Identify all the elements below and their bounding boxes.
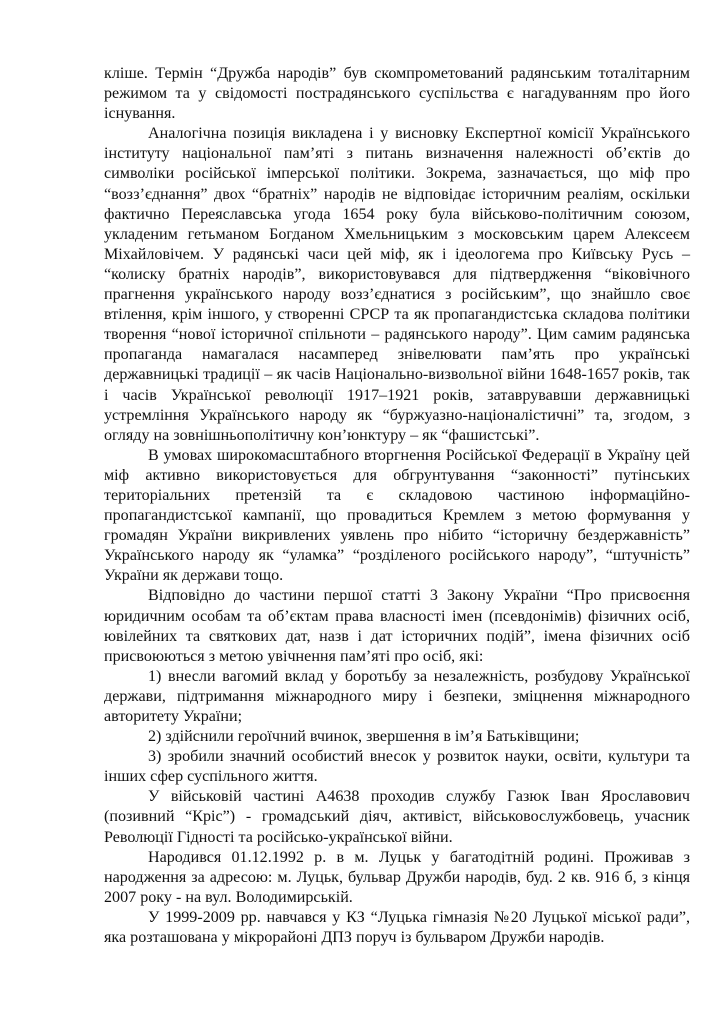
paragraph-biography-education: У 1999-2009 рр. навчався у КЗ “Луцька гімназія №20 Луцької міської ради”, яка розташована у мікрорайоні ДПЗ поруч із бульваром Дружби народів.: [104, 908, 690, 947]
paragraph-invasion-context: В умовах широкомасштабного вторгнення Російської Федерації в Україну цей міф активно використовується для обгрунтування “законності” путінських територіальних претензій та є складовою частиною інформаційно-пропагандистської кампанії, що провадиться Кремлем з метою формування у громадян України викривлених уявлень про нібито “історичну бездержавність” Українського народу як “уламка” “розділеного російського народу”, “штучність” України як держави тощо.: [104, 446, 690, 585]
list-item-criterion-3: 3) зробили значний особистий внесок у розвиток науки, освіти, культури та інших сфер суспільного життя.: [104, 748, 690, 786]
paragraph-service-member: У військовій частині А4638 проходив службу Газюк Іван Ярославович (позивний “Кріс”) - громадський діяч, активіст, військовослужбовець, учасник Революції Гідності та російсько-української війни.: [104, 788, 690, 846]
paragraph-biography-birth: Народився 01.12.1992 р. в м. Луцьк у багатодітній родині. Проживав з народження за адресою: м. Луцьк, бульвар Дружби народів, буд. 2 кв. 916 б, з кінця 2007 року - на вул. Володимирській.: [104, 848, 690, 906]
document-page: [104, 64, 690, 948]
paragraph-expert-commission: Аналогічна позиція викладена і у висновку Експертної комісії Українського інституту національної пам’яті з питань визначення належності об’єктів до символіки російської імперської політики. Зокрема, зазначається, що міф про “возз’єднання” двох “братніх” народів не відповідає історичним реаліям, оскільки фактично Переяславська угода 1654 року була військово-політичним союзом, укладеним гетьманом Богданом Хмельницьким з московським царем Алексеєм Міхайловічем. У радянські часи цей міф, як і ідеологема про Київську Русь – “колиску братніх народів”, використовувався для підтвердження “віковічного прагнення українського народу возз’єднатися з російським”, що знайшло своє втілення, крім іншого, у створенні СРСР та як пропагандистська складова політики творення “нової історичної спільноти – радянського народу”. Цим самим радянська пропаганда намагалася насамперед знівелювати пам’ять про українські державницькі традиції – як часів Національно-визвольної війни 1648-1657 років, так і часів Української революції 1917–1921 років, затаврувавши державницькі устремління Українського народу як “буржуазно-націоналістичні” та, згодом, з огляду на зовнішньополітичну кон’юнктуру – як “фашистські”.: [104, 125, 690, 444]
list-item-criterion-1: 1) внесли вагомий вклад у боротьбу за незалежність, розбудову Української держави, підтримання міжнародного миру і безпеки, зміцнення міжнародного авторитету України;: [104, 667, 690, 725]
paragraph-continuation: кліше. Термін “Дружба народів” був скомпрометований радянським тоталітарним режимом та у свідомості пострадянського суспільства є нагадуванням про його існування.: [104, 65, 690, 123]
list-item-criterion-2: 2) здійснили героїчний вчинок, звершення в ім’я Батьківщини;: [148, 728, 580, 746]
paragraph-law-article: Відповідно до частини першої статті 3 Закону України “Про присвоєння юридичним особам та об’єктам права власності імен (псевдонімів) фізичних осіб, ювілейних та святкових дат, назв і дат історичних подій”, імена фізичних осіб присвоюються з метою увічнення пам’яті про осіб, які:: [104, 587, 690, 665]
